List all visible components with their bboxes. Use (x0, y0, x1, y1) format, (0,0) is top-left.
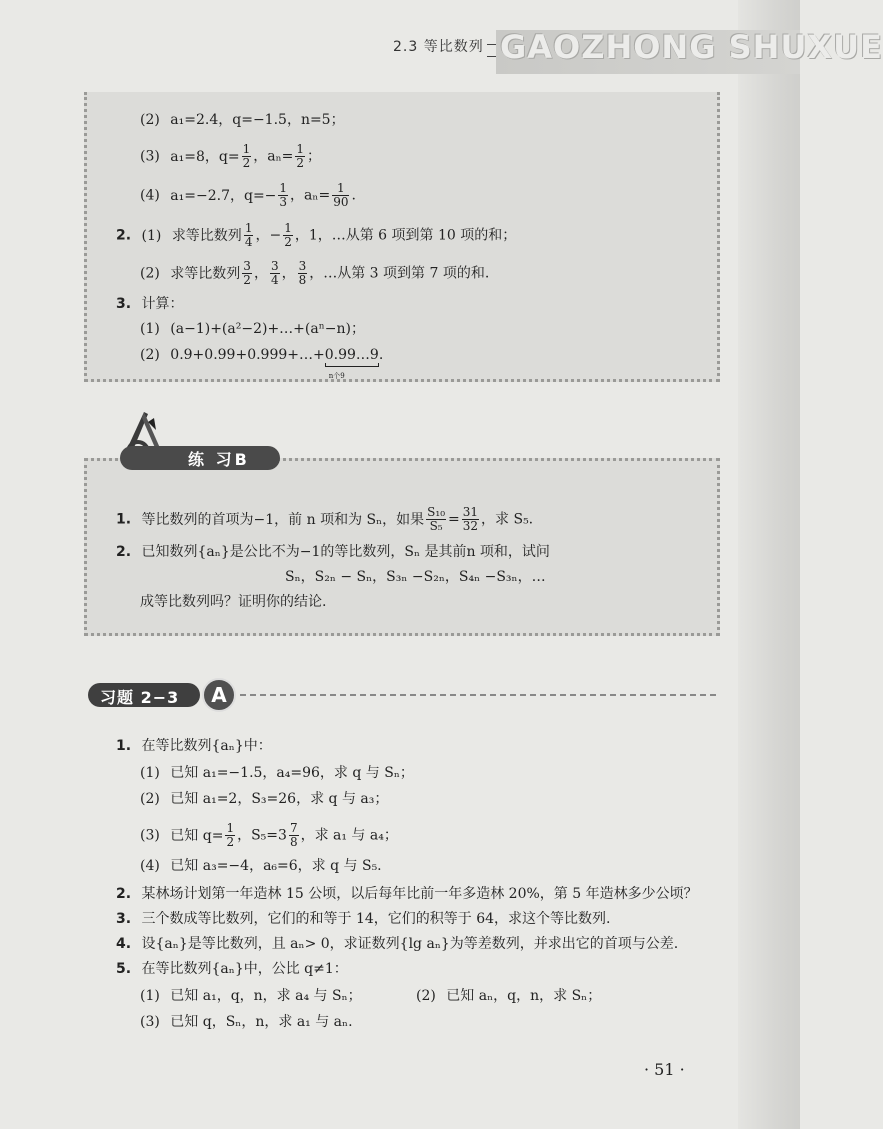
item-text: a₁=−2.7，q=− (170, 187, 277, 204)
fraction (298, 260, 308, 287)
fraction (242, 143, 252, 170)
practice-a-q1-item2 (140, 110, 345, 130)
item-label: (2) (140, 265, 160, 282)
practice-a-q1-item4 (140, 182, 356, 209)
exercise-q1-item3 (140, 822, 398, 849)
underbrace-text: 0.99…9 (324, 347, 379, 363)
item-text: a₁=8，q= (170, 148, 240, 165)
exercise-q5-title (116, 959, 348, 979)
practice-a-q3-item2 (140, 345, 384, 380)
header-brand: GAOZHONG SHUXUE (500, 28, 883, 66)
exercise-level-badge: A (202, 678, 236, 712)
page-edge-shadow (738, 0, 800, 1129)
item-text: ，…从第 3 项到第 7 项的和. (309, 265, 490, 282)
denominator: S₅ (429, 519, 443, 533)
practice-b-q2-line2: Sₙ，S₂ₙ − Sₙ，S₃ₙ −S₂ₙ，S₄ₙ −S₃ₙ，… (285, 569, 546, 585)
denominator: 2 (284, 235, 292, 249)
practice-b-q1 (116, 506, 533, 533)
item-text: 0.9+0.99+0.999+…+ (170, 347, 325, 363)
fraction (289, 822, 299, 849)
question-number: 1. (116, 511, 132, 528)
exercise-q1-item2 (140, 789, 388, 809)
item-text: 已知 a₁=−1.5，a₄=96，求 q 与 Sₙ； (170, 765, 414, 781)
exercise-q1-item4 (140, 856, 382, 876)
item-text: 等比数列的首项为−1，前 n 项和为 Sₙ，如果 (141, 511, 425, 528)
practice-a-q2-item2 (140, 260, 489, 287)
exercise-q3 (116, 909, 611, 929)
item-text: 某林场计划第一年造林 15 公顷，以后每年比前一年多造林 20%，第 5 年造林多少公顷？ (141, 886, 698, 902)
item-text: ，− (255, 227, 282, 244)
fraction (283, 222, 293, 249)
question-number: 3. (116, 296, 132, 312)
numerator: 1 (296, 142, 305, 156)
exercise-divider (240, 694, 716, 696)
fraction (242, 260, 252, 287)
item-label: (2) (140, 791, 160, 807)
exercise-q1-item1 (140, 763, 414, 783)
practice-a-q3-item1 (140, 319, 365, 339)
practice-a-q1-item3 (140, 143, 321, 170)
numerator: 1 (242, 142, 251, 156)
exercise-title: 习题 2−3 (100, 688, 180, 707)
item-text: = (448, 511, 460, 528)
question-number: 2. (116, 227, 132, 244)
item-label: (1) (140, 765, 160, 781)
question-number: 3. (116, 911, 132, 927)
item-text: 已知 a₃=−4，a₆=6，求 q 与 S₅. (170, 858, 382, 874)
item-text: ，求 S₅. (481, 511, 534, 528)
item-text: ，aₙ= (290, 187, 331, 204)
numerator: S₁₀ (427, 505, 446, 519)
item-text: 已知 a₁=2，S₃=26，求 q 与 a₃； (170, 791, 389, 807)
exercise-q4 (116, 934, 678, 954)
fraction (244, 222, 254, 249)
question-number: 5. (116, 961, 132, 977)
numerator: 1 (279, 181, 288, 195)
exercise-q5-item1 (140, 986, 362, 1006)
practice-b-q2-line1 (116, 542, 550, 562)
item-text: 已知数列{aₙ}是公比不为−1的等比数列，Sₙ 是其前n 项和，试问 (141, 544, 550, 560)
underbrace-label: n个9 (328, 372, 345, 380)
practice-a-q2-item1 (116, 222, 516, 249)
denominator: 2 (242, 156, 251, 170)
fraction (332, 182, 349, 209)
denominator: 4 (244, 235, 253, 249)
numerator: 7 (289, 821, 298, 835)
question-number: 4. (116, 936, 132, 952)
question-number: 2. (116, 886, 132, 902)
item-text: ， (281, 265, 296, 282)
item-label: (1) (140, 321, 160, 337)
numerator: 31 (462, 505, 479, 519)
fraction (225, 822, 235, 849)
item-text: 三个数成等比数列，它们的和等于 14，它们的积等于 64，求这个等比数列. (141, 911, 611, 927)
item-label: (2) (140, 112, 160, 128)
item-text: ，求 a₁ 与 a₄； (300, 827, 398, 844)
item-text: (a−1)+(a²−2)+…+(aⁿ−n)； (170, 321, 365, 337)
item-text: ， (253, 265, 268, 282)
denominator: 90 (333, 195, 349, 209)
item-text: 计算： (141, 296, 184, 312)
fraction (270, 260, 280, 287)
section-title: 2.3 等比数列 (393, 39, 484, 55)
item-label: (1) (140, 988, 160, 1004)
item-text: . (351, 187, 356, 204)
fraction (278, 182, 288, 209)
item-text: ，aₙ= (253, 148, 294, 165)
denominator: 4 (270, 273, 279, 287)
item-text: ； (307, 148, 322, 165)
practice-b-title: 练 习B (188, 450, 250, 469)
item-label: (3) (140, 827, 160, 844)
denominator: 2 (243, 273, 251, 287)
denominator: 3 (279, 195, 288, 209)
fraction (426, 506, 446, 533)
item-text: 求等比数列 (170, 265, 241, 282)
item-text: 已知 aₙ，q，n，求 Sₙ； (446, 988, 602, 1004)
item-text: ，1，…从第 6 项到第 10 项的和； (294, 227, 517, 244)
page-number: · 51 · (644, 1060, 685, 1079)
practice-b-q2-line3: 成等比数列吗？证明你的结论. (140, 594, 327, 610)
numerator: 1 (284, 221, 292, 235)
item-text: ，S₅=3 (237, 827, 287, 844)
exercise-q2 (116, 884, 698, 904)
item-label: (4) (140, 187, 160, 204)
fraction (462, 506, 479, 533)
item-text: 已知 q，Sₙ，n，求 a₁ 与 aₙ. (170, 1014, 353, 1030)
numerator: 1 (332, 182, 349, 196)
exercise-q5-item2 (416, 986, 601, 1006)
item-label: (2) (140, 347, 160, 363)
item-text: 设{aₙ}是等比数列，且 aₙ> 0，求证数列{lg aₙ}为等差数列，并求出它的首项与公差. (141, 936, 679, 952)
denominator: 8 (298, 273, 307, 287)
item-text: . (378, 347, 384, 363)
denominator: 2 (226, 835, 235, 849)
item-text: 在等比数列{aₙ}中，公比 q≠1： (141, 961, 348, 977)
numerator: 1 (244, 221, 253, 235)
numerator: 3 (270, 259, 279, 273)
question-number: 1. (116, 738, 132, 754)
item-text: 在等比数列{aₙ}中： (141, 738, 272, 754)
item-label: (1) (141, 227, 162, 244)
numerator: 1 (226, 821, 235, 835)
denominator: 2 (296, 156, 305, 170)
item-text: a₁=2.4，q=−1.5，n=5； (170, 112, 345, 128)
item-text: 已知 q= (170, 827, 224, 844)
item-label: (4) (140, 858, 160, 874)
item-label: (3) (140, 148, 160, 165)
item-text: 已知 a₁，q，n，求 a₄ 与 Sₙ； (170, 988, 362, 1004)
practice-a-q3-title (116, 294, 184, 314)
denominator: 32 (462, 519, 479, 533)
underbrace-term (324, 345, 379, 380)
question-number: 2. (116, 544, 132, 560)
numerator: 3 (243, 259, 251, 273)
item-label: (2) (416, 988, 436, 1004)
numerator: 3 (298, 259, 307, 273)
denominator: 8 (289, 835, 298, 849)
exercise-q5-item3 (140, 1012, 353, 1032)
fraction (295, 143, 305, 170)
item-label: (3) (140, 1014, 160, 1030)
item-text: 求等比数列 (171, 227, 242, 244)
exercise-q1-title (116, 736, 272, 756)
